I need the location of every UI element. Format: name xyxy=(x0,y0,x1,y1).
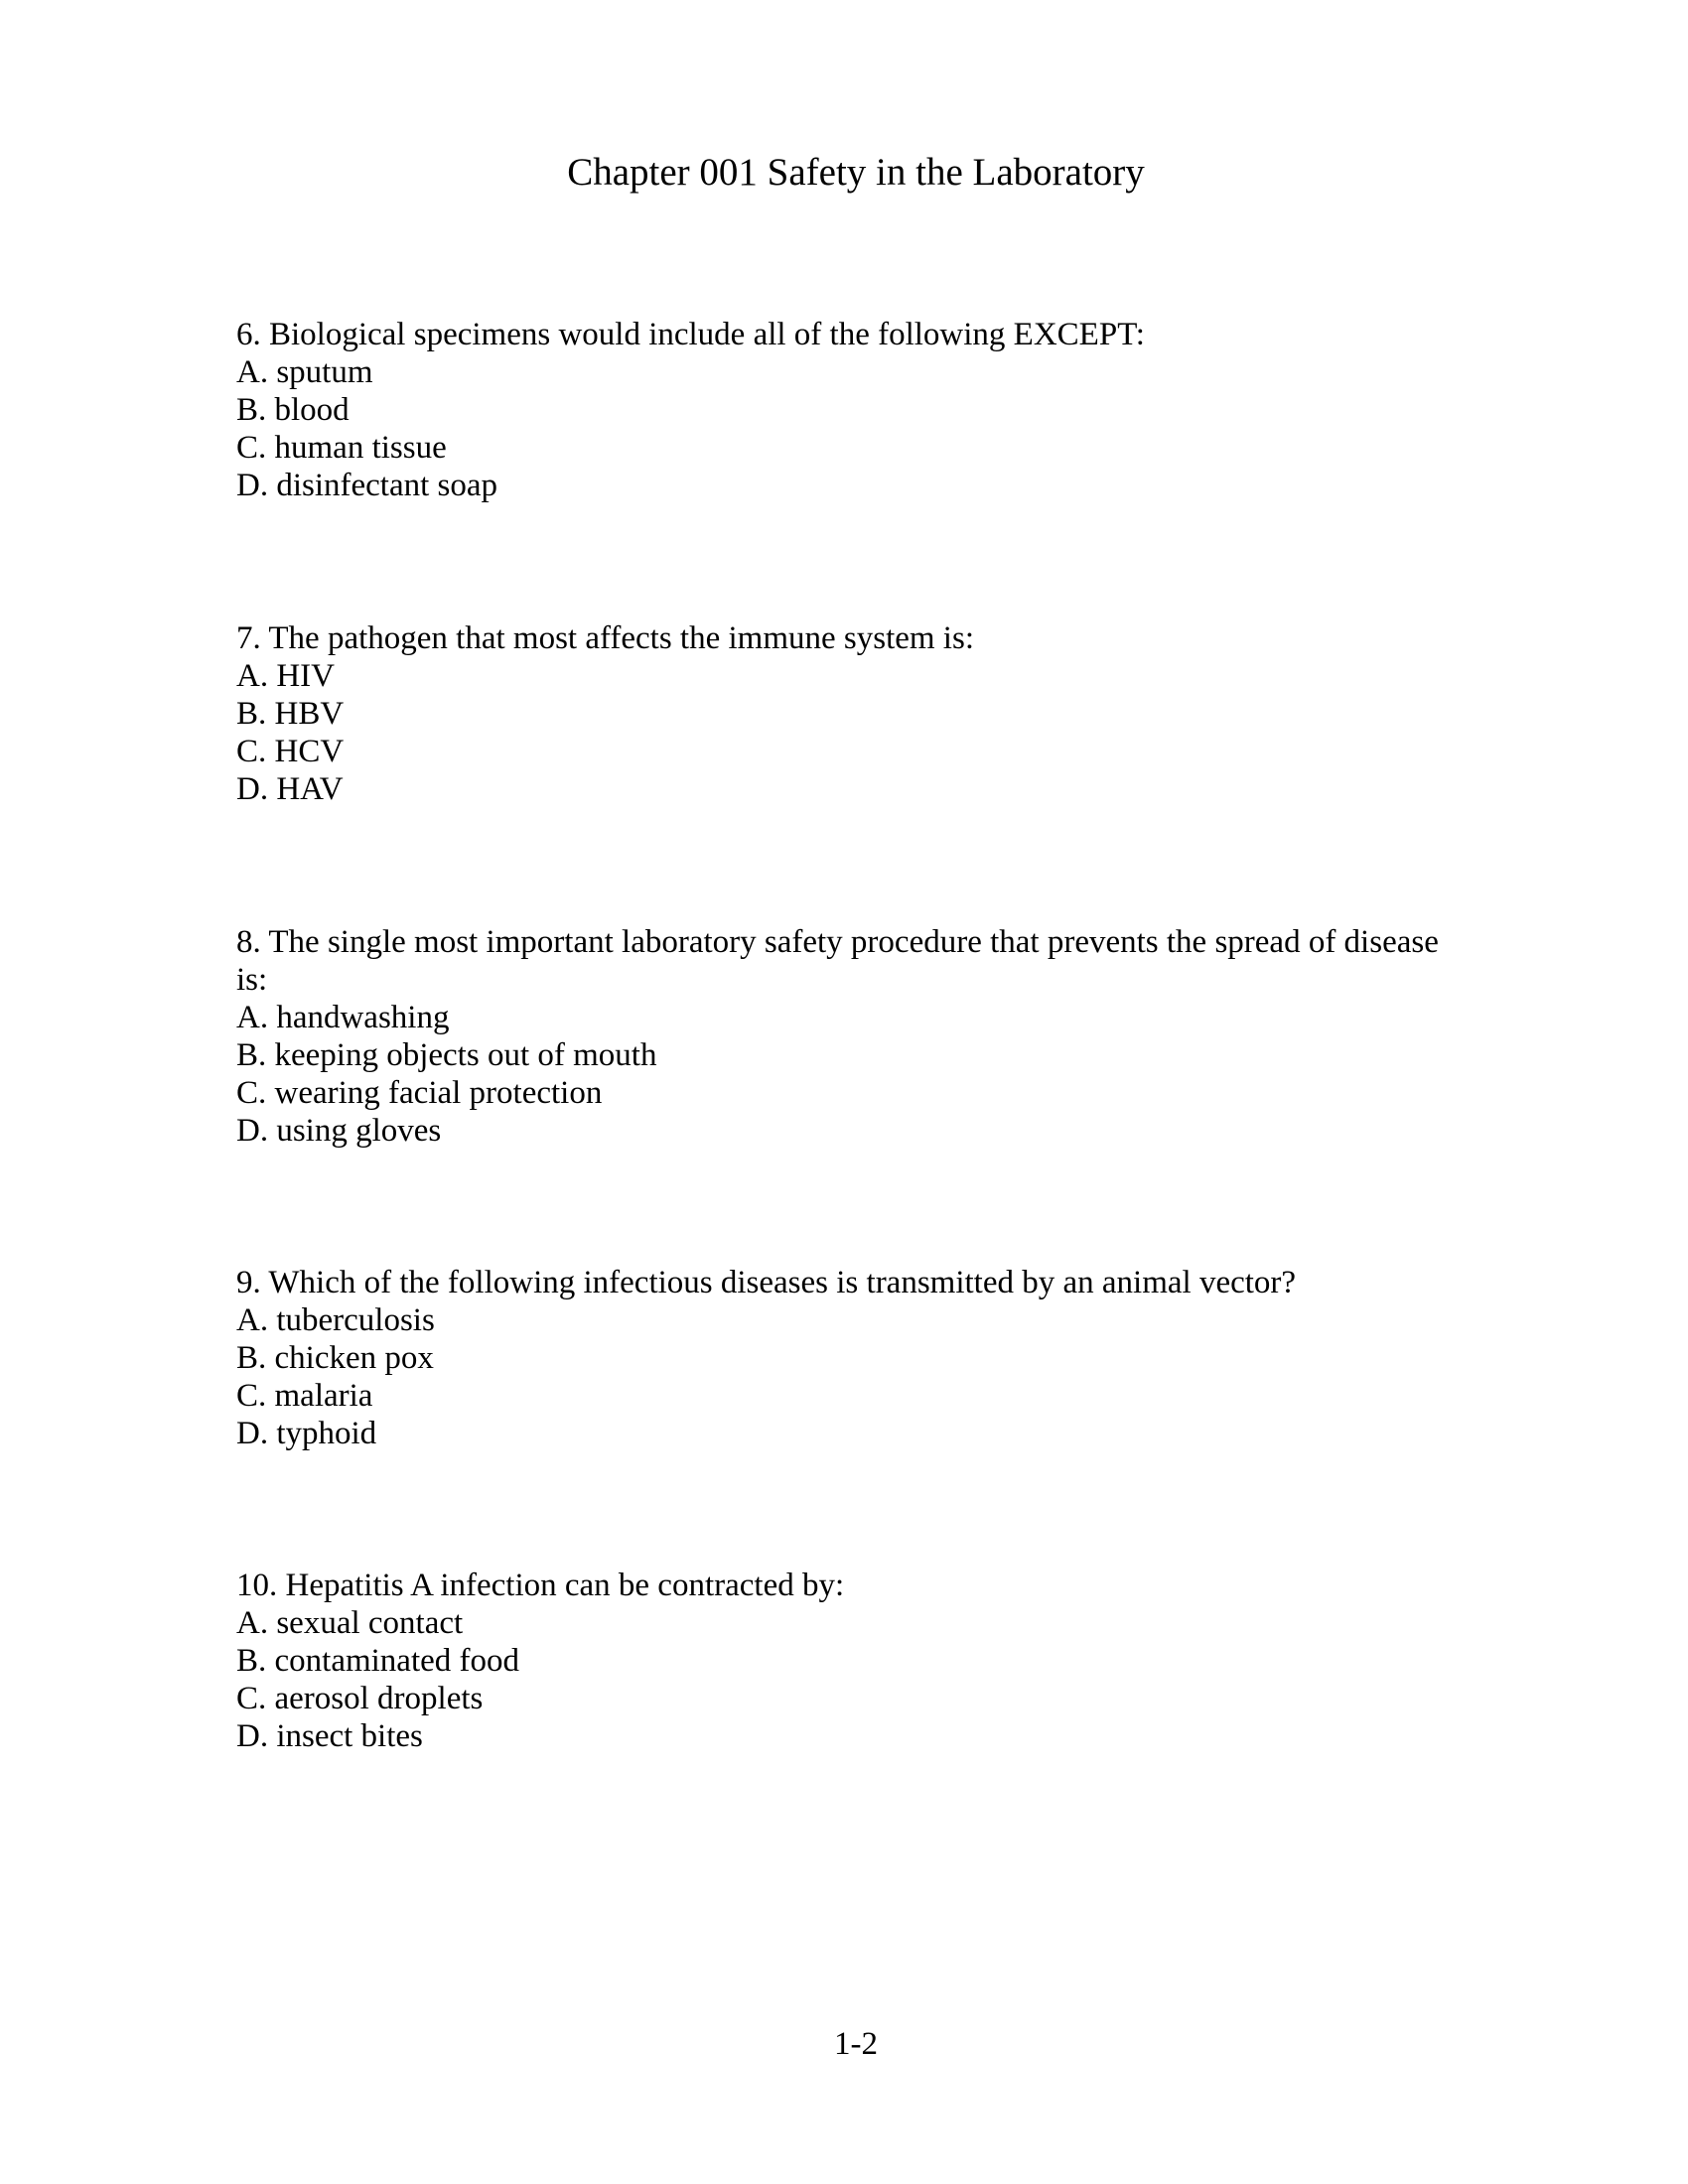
question-block xyxy=(236,923,1448,1150)
answer-option: C. aerosol droplets xyxy=(236,1681,484,1716)
answer-option: B. blood xyxy=(236,392,350,428)
page-number: 1-2 xyxy=(834,2026,878,2062)
answer-option: A. sputum xyxy=(236,354,373,390)
answer-option: B. HBV xyxy=(236,696,345,732)
question-block xyxy=(236,1567,1448,1755)
answer-option: A. tuberculosis xyxy=(236,1302,435,1338)
question-text: 7. The pathogen that most affects the immune system is: xyxy=(236,620,974,656)
answer-option: A. handwashing xyxy=(236,1000,450,1035)
answer-option: B. chicken pox xyxy=(236,1340,434,1376)
question-block xyxy=(236,1264,1448,1452)
question-text: 9. Which of the following infectious diseases is transmitted by an animal vector? xyxy=(236,1265,1297,1300)
answer-option: D. insect bites xyxy=(236,1718,423,1754)
answer-option: B. contaminated food xyxy=(236,1643,520,1679)
answer-option: C. HCV xyxy=(236,734,345,769)
question-text: 6. Biological specimens would include all of the following EXCEPT: xyxy=(236,317,1145,352)
answer-option: C. human tissue xyxy=(236,430,447,466)
answer-option: A. HIV xyxy=(236,658,335,694)
answer-option: A. sexual contact xyxy=(236,1605,464,1641)
answer-option: D. disinfectant soap xyxy=(236,468,498,503)
answer-option: C. malaria xyxy=(236,1378,373,1414)
question-block xyxy=(236,619,1448,808)
question-block xyxy=(236,316,1448,504)
answer-option: D. typhoid xyxy=(236,1416,377,1451)
answer-option: C. wearing facial protection xyxy=(236,1075,603,1111)
question-text: 8. The single most important laboratory safety procedure that prevents the spread of disease is: xyxy=(236,924,1439,998)
answer-option: D. HAV xyxy=(236,771,344,807)
question-text: 10. Hepatitis A infection can be contracted by: xyxy=(236,1568,845,1603)
answer-option: B. keeping objects out of mouth xyxy=(236,1037,657,1073)
page-title: Chapter 001 Safety in the Laboratory xyxy=(567,151,1145,194)
answer-option: D. using gloves xyxy=(236,1113,442,1149)
